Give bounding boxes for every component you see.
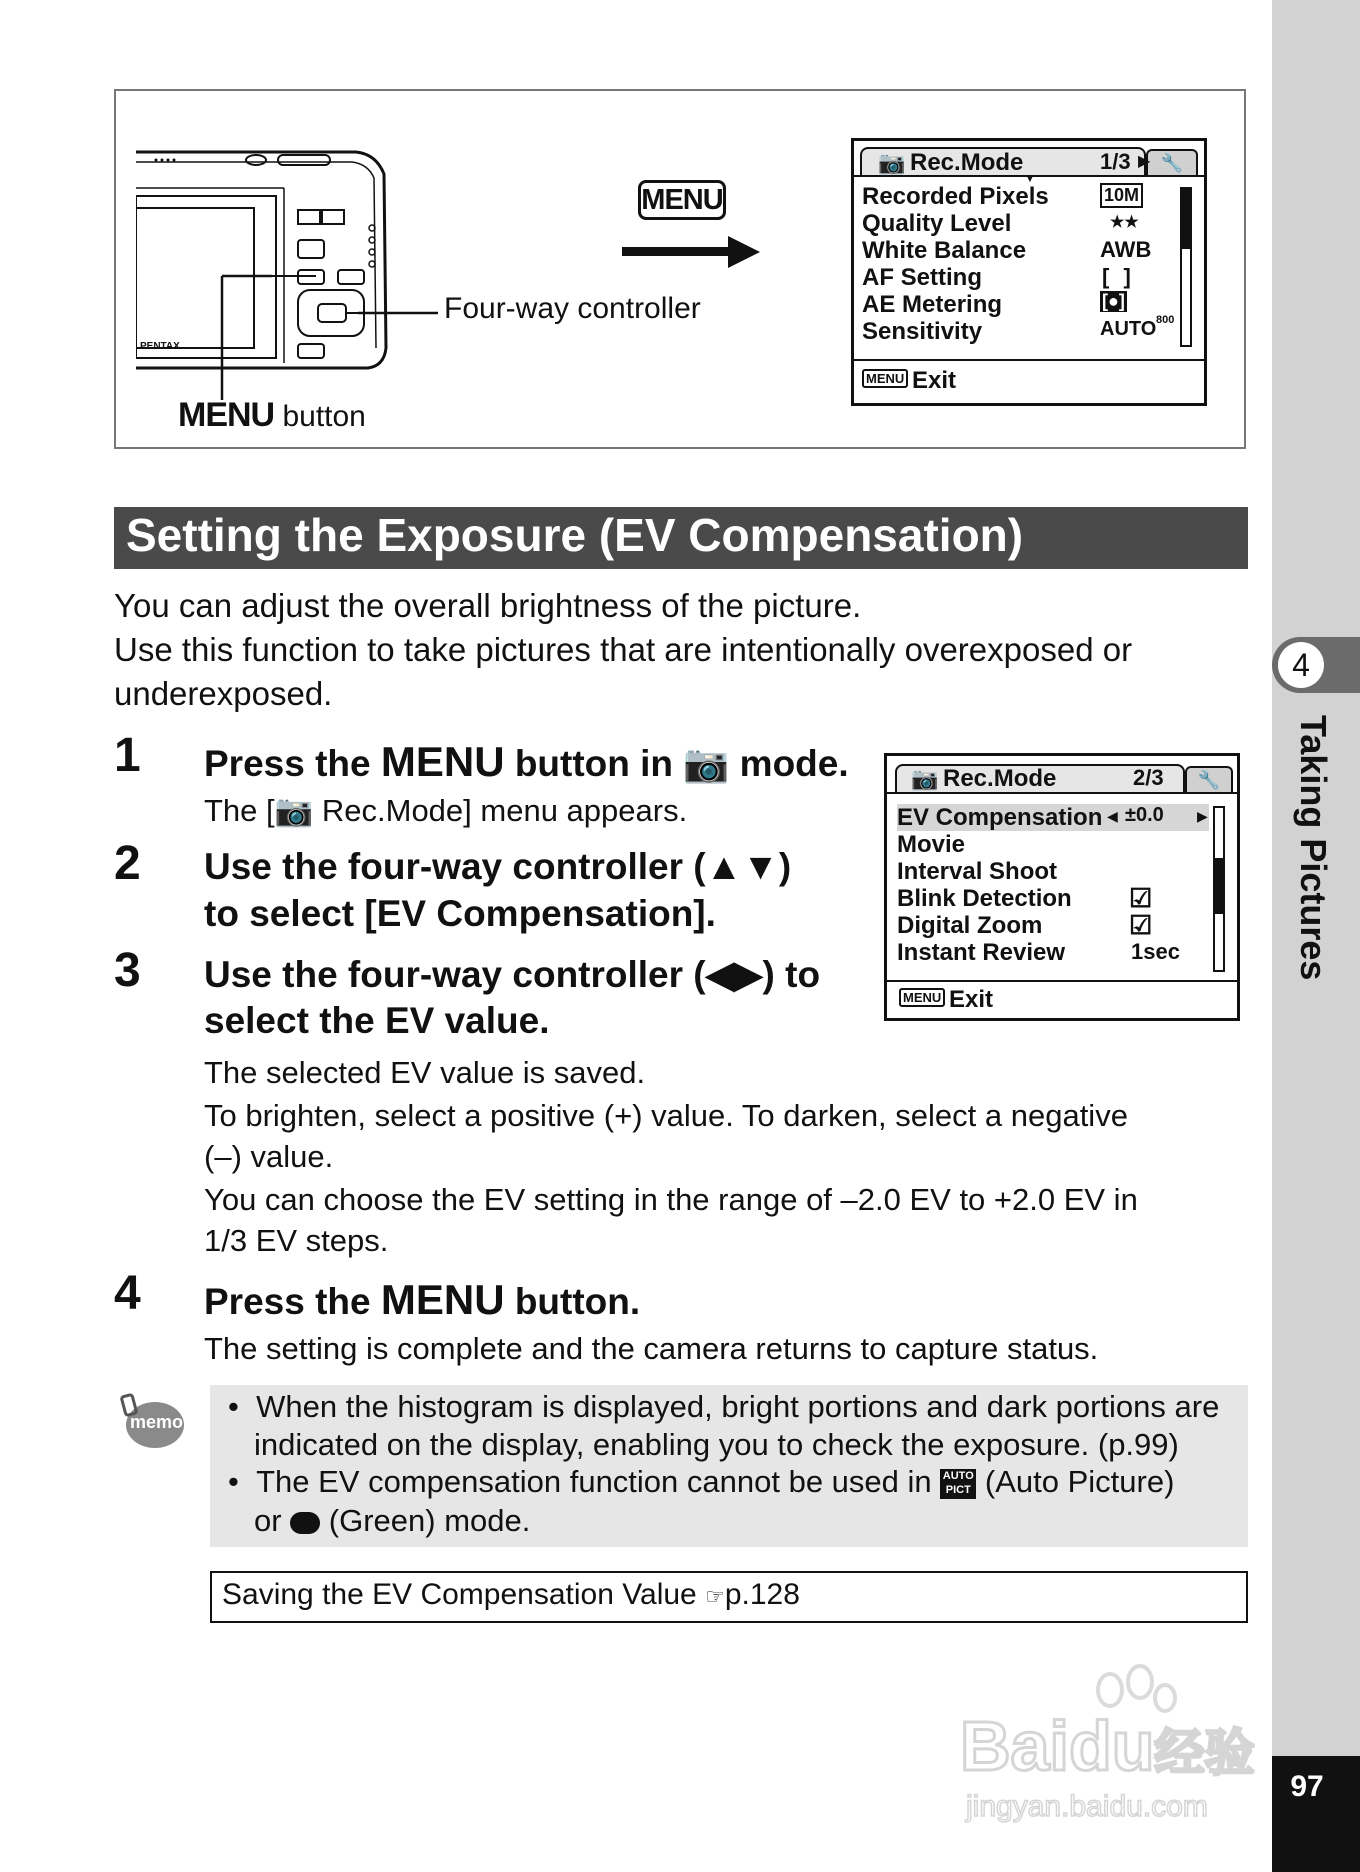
screen2-tab-title: Rec.Mode bbox=[943, 765, 1057, 792]
screen2-tool-tab: 🔧 bbox=[1185, 766, 1233, 792]
memo-bullet-2-text: The EV compensation function cannot be used in bbox=[256, 1464, 941, 1499]
list-item bbox=[862, 291, 1172, 318]
list-item[interactable] bbox=[897, 885, 1209, 912]
screen2-scrollbar bbox=[1213, 806, 1225, 972]
step-3-body-3: (–) value. bbox=[204, 1139, 334, 1174]
screen1-menu-key: MENU bbox=[862, 369, 908, 388]
value-left-arrow-icon: ◀ bbox=[1107, 808, 1118, 824]
checkbox-icon: ☑ bbox=[1129, 883, 1153, 913]
screen1-footer-rule bbox=[854, 359, 1204, 361]
menu-item-label: Interval Shoot bbox=[897, 858, 1058, 885]
screen1-page: 1/3 bbox=[1100, 149, 1131, 174]
memo-icon bbox=[118, 1392, 188, 1452]
screen2-footer-rule bbox=[887, 980, 1237, 982]
memo-bullet-2-line-1: • The EV compensation function cannot be used in AUTO PICT (Auto Picture) bbox=[228, 1464, 1175, 1499]
list-item[interactable] bbox=[897, 831, 1209, 858]
menu-button-label bbox=[178, 396, 366, 435]
camera-brand: PENTAX bbox=[140, 341, 180, 352]
step-4-heading bbox=[204, 1276, 640, 1324]
watermark-brand-b: du bbox=[1068, 1707, 1155, 1785]
memo-bullet-2-text-b: (Auto Picture) bbox=[976, 1464, 1175, 1499]
step-1-text-c: mode. bbox=[729, 743, 849, 784]
baidu-watermark bbox=[960, 1660, 1270, 1830]
menu-key-icon: MENU bbox=[638, 180, 726, 220]
menu-item-label: EV Compensation bbox=[897, 804, 1103, 831]
checkbox-icon: ☑ bbox=[1129, 910, 1153, 940]
reference-page: p.128 bbox=[724, 1578, 800, 1611]
step-2-line-2: to select [EV Compensation]. bbox=[204, 893, 716, 934]
screen2-exit: Exit bbox=[949, 986, 994, 1013]
menu-item-label: Sensitivity bbox=[862, 318, 983, 345]
chapter-title bbox=[1270, 715, 1360, 995]
step-number-3: 3 bbox=[114, 944, 141, 997]
menu-item-value: AWB bbox=[1100, 237, 1152, 262]
reference-text: Saving the EV Compensation Value bbox=[222, 1578, 706, 1611]
step-1-body bbox=[204, 792, 687, 829]
rec-mode-screen-page2 bbox=[884, 753, 1240, 1021]
step-4-menu-word: MENU bbox=[380, 1276, 505, 1323]
step-3-line-2: select the EV value. bbox=[204, 1000, 550, 1041]
watermark-url: jingyan.baidu.com bbox=[966, 1790, 1208, 1823]
step-3-body-4: You can choose the EV setting in the range of –2.0 EV to +2.0 EV in bbox=[204, 1182, 1138, 1217]
list-item[interactable] bbox=[897, 858, 1209, 885]
auto-pict-bottom: PICT bbox=[945, 1483, 971, 1496]
menu-item-label: Movie bbox=[897, 831, 966, 858]
chapter-title-text: Taking Pictures bbox=[1293, 715, 1334, 981]
screen1-scrollbar bbox=[1180, 187, 1192, 347]
camera-icon: 📷 bbox=[683, 743, 730, 784]
page-number: 97 bbox=[1290, 1770, 1324, 1803]
menu-item-value: 1sec bbox=[1131, 939, 1180, 964]
step-4-body: The setting is complete and the camera returns to capture status. bbox=[204, 1331, 1099, 1366]
step-1-text-b: button in bbox=[504, 743, 684, 784]
right-arrow-icon bbox=[622, 232, 762, 272]
menu-item-label: AE Metering bbox=[862, 291, 1003, 318]
camera-icon: 📷 bbox=[911, 766, 939, 791]
watermark-brand-a: Bai bbox=[960, 1707, 1069, 1785]
menu-item-label: White Balance bbox=[862, 237, 1027, 264]
menu-item-label: Blink Detection bbox=[897, 885, 1072, 912]
step-2-line-1: Use the four-way controller (▲▼) bbox=[204, 846, 792, 887]
list-item[interactable] bbox=[897, 912, 1209, 939]
screen2-tab-rule bbox=[887, 792, 1237, 794]
screen2-scroll-thumb bbox=[1215, 858, 1223, 914]
menu-item-value: AUTO bbox=[1100, 318, 1157, 340]
watermark-brand bbox=[960, 1706, 1254, 1786]
section-title: Setting the Exposure (EV Compensation) bbox=[126, 509, 1024, 561]
menu-item-value: 10M bbox=[1100, 183, 1143, 208]
intro-line-2: Use this function to take pictures that are intentionally overexposed or bbox=[114, 631, 1133, 668]
menu-item-label: Quality Level bbox=[862, 210, 1012, 237]
list-item bbox=[862, 210, 1172, 237]
screen1-list bbox=[862, 183, 1175, 345]
list-item[interactable] bbox=[897, 939, 1209, 966]
menu-item-value: [●] bbox=[1102, 291, 1125, 311]
memo-bullet-2-green: (Green) mode. bbox=[320, 1503, 531, 1538]
memo-icon-text: memo bbox=[130, 1412, 184, 1432]
menu-item-value: ±0.0 bbox=[1125, 804, 1164, 826]
step-3-body-1: The selected EV value is saved. bbox=[204, 1055, 646, 1090]
step-1-body-b: Rec.Mode] menu appears. bbox=[313, 793, 688, 828]
step-number-2: 2 bbox=[114, 837, 141, 890]
pointing-hand-icon: ☞ bbox=[705, 1584, 725, 1609]
value-right-arrow-icon: ▶ bbox=[1197, 808, 1208, 824]
step-1-menu-word: MENU bbox=[380, 738, 505, 785]
screen2-list bbox=[897, 804, 1209, 966]
page-right-arrow-icon: ▶ bbox=[1138, 153, 1151, 170]
green-mode-icon bbox=[290, 1512, 320, 1534]
intro-line-3: underexposed. bbox=[114, 675, 333, 712]
pointer-lines bbox=[220, 270, 450, 410]
menu-item-label: Recorded Pixels bbox=[862, 183, 1049, 210]
menu-item-label: AF Setting bbox=[862, 264, 982, 291]
memo-bullet-1-line-1: • When the histogram is displayed, bright portions and dark portions are bbox=[228, 1389, 1220, 1424]
step-number-1: 1 bbox=[114, 729, 141, 782]
step-4-text-b: button. bbox=[504, 1281, 641, 1322]
step-4-text-a: Press the bbox=[204, 1281, 381, 1322]
screen1-tab-title: Rec.Mode bbox=[910, 149, 1024, 176]
screen1-scroll-thumb bbox=[1182, 189, 1190, 249]
step-number-4: 4 bbox=[114, 1267, 141, 1320]
screen2-menu-key: MENU bbox=[899, 988, 945, 1007]
memo-bullet-2-or: or bbox=[254, 1503, 291, 1538]
list-item-selected[interactable] bbox=[897, 804, 1209, 831]
menu-item-label: Instant Review bbox=[897, 939, 1066, 966]
auto-pict-top: AUTO bbox=[942, 1469, 974, 1482]
tab-down-arrow-icon: ▼ bbox=[1024, 171, 1036, 185]
screen2-page: 2/3 bbox=[1133, 765, 1164, 790]
step-3-body-2: To brighten, select a positive (+) value. To darken, select a negative bbox=[204, 1098, 1128, 1133]
step-3-body-5: 1/3 EV steps. bbox=[204, 1223, 389, 1258]
reference-link[interactable] bbox=[222, 1578, 800, 1612]
step-3-line-1: Use the four-way controller (◀▶) to bbox=[204, 954, 821, 995]
chapter-number: 4 bbox=[1278, 642, 1324, 688]
sensitivity-superscript: 800 bbox=[1156, 314, 1175, 326]
list-item bbox=[862, 183, 1172, 210]
auto-picture-icon bbox=[940, 1469, 976, 1499]
menu-item-value: [ ] bbox=[1102, 264, 1135, 289]
menu-item-value: ★★ bbox=[1110, 214, 1139, 231]
menu-item-label: Digital Zoom bbox=[897, 912, 1043, 939]
intro-line-1: You can adjust the overall brightness of the picture. bbox=[114, 587, 862, 624]
screen1-tool-tab: 🔧 bbox=[1146, 149, 1198, 175]
menu-button-word: MENU bbox=[178, 396, 275, 434]
camera-icon: 📷 bbox=[878, 150, 906, 175]
list-item bbox=[862, 237, 1172, 264]
step-1-body-a: The [ bbox=[204, 793, 275, 828]
menu-button-suffix: button bbox=[282, 400, 366, 433]
rec-mode-screen-page1 bbox=[851, 138, 1207, 406]
step-1-heading bbox=[204, 738, 849, 786]
screen1-exit: Exit bbox=[912, 367, 957, 394]
memo-bullet-1-line-2: indicated on the display, enabling you to check the exposure. (p.99) bbox=[254, 1427, 1179, 1462]
four-way-controller-label: Four-way controller bbox=[444, 292, 701, 325]
memo-bullet-2-line-2 bbox=[254, 1503, 530, 1539]
memo-bullet-1-text: When the histogram is displayed, bright portions and dark portions are bbox=[256, 1389, 1220, 1424]
watermark-cn: 经验 bbox=[1154, 1725, 1255, 1781]
list-item bbox=[862, 264, 1172, 291]
list-item bbox=[862, 314, 1175, 345]
camera-icon: 📷 bbox=[274, 793, 314, 828]
step-1-text-a: Press the bbox=[204, 743, 381, 784]
